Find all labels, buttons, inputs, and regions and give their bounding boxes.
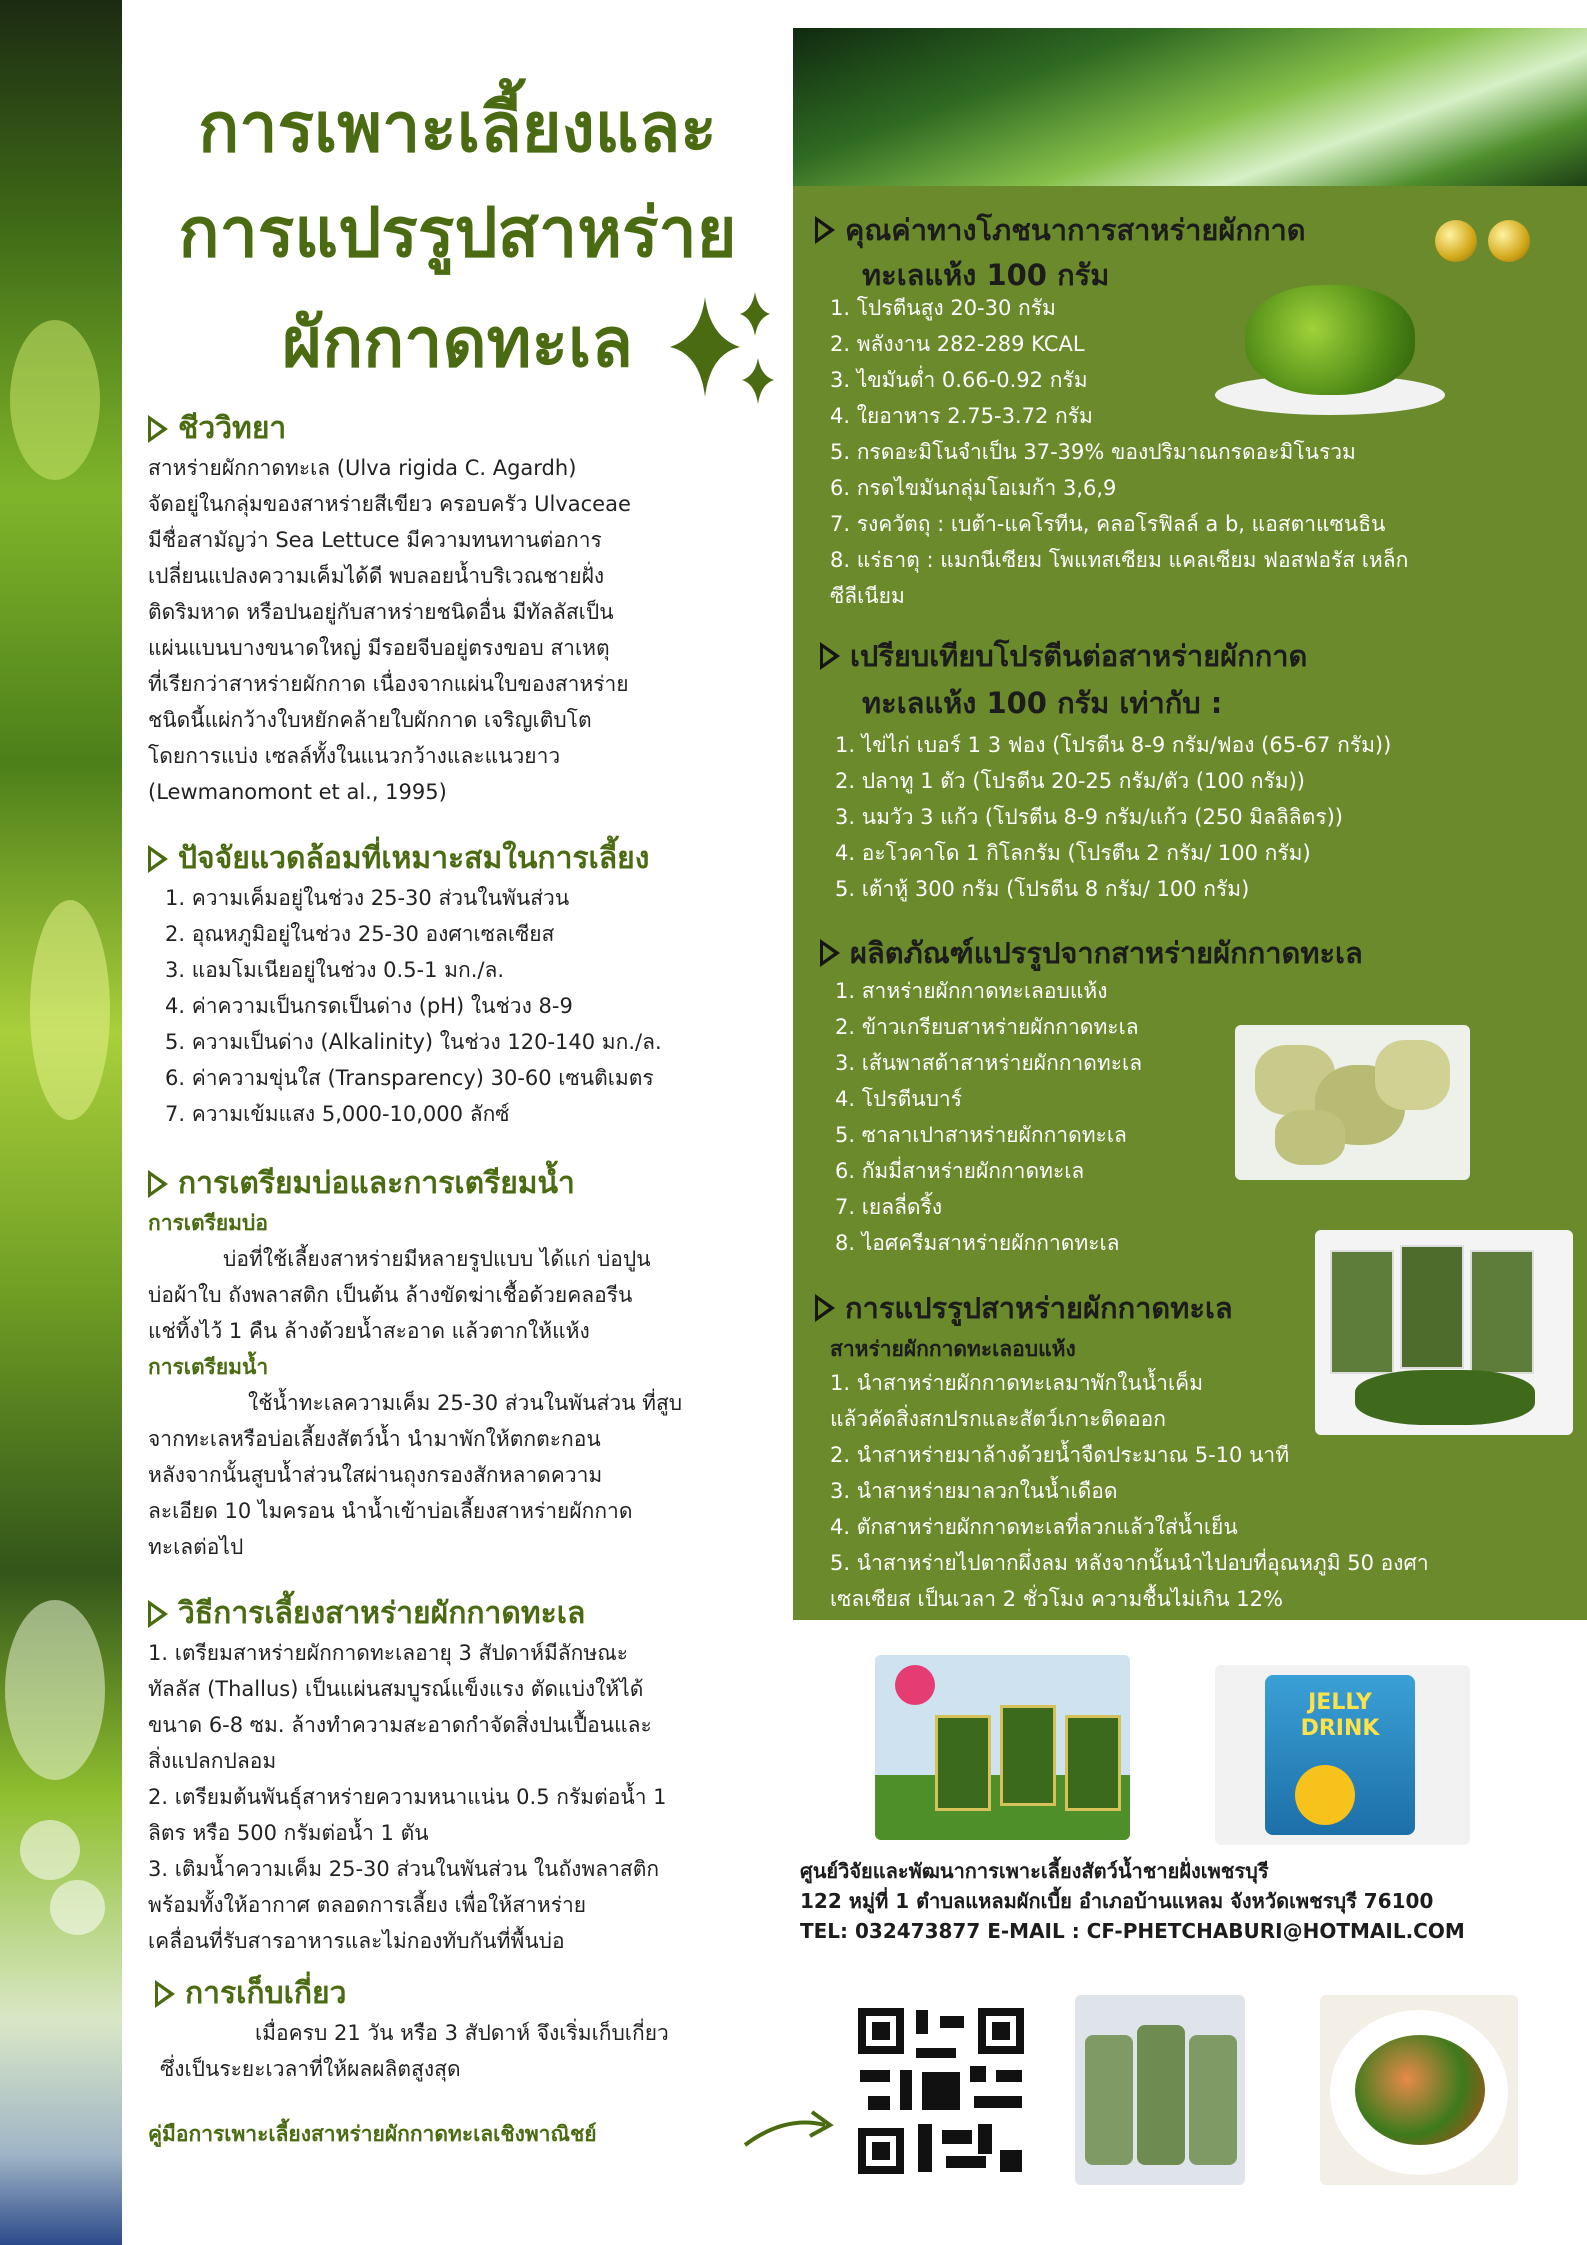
nutrition-list: [830, 290, 1570, 614]
list-item: 6. ค่าความขุ่นใส (Transparency) 30-60 เซนติเมตร: [165, 1066, 654, 1090]
processing-line: 3. นำสาหร่ายมาลวกในน้ำเดือด: [830, 1479, 1118, 1503]
processing-subheading: สาหร่ายผักกาดทะเลอบแห้ง: [830, 1337, 1076, 1361]
list-item: 4. ใยอาหาร 2.75-3.72 กรัม: [830, 404, 1093, 428]
harvest-heading: การเก็บเกี่ยว: [155, 1970, 346, 2017]
list-item: 4. อะโวคาโด 1 กิโลกรัม (โปรตีน 2 กรัม/ 100 กรัม): [835, 841, 1311, 865]
jelly-drink-photo: [1215, 1665, 1470, 1845]
processing-heading: การแปรรูปสาหร่ายผักกาดทะเล: [815, 1285, 1233, 1331]
biology-line: มีชื่อสามัญว่า Sea Lettuce มีความทนทานต่อการ: [148, 528, 602, 552]
list-item: 3. ไขมันต่ำ 0.66-0.92 กรัม: [830, 368, 1088, 392]
play-triangle-icon: [820, 642, 840, 670]
play-triangle-icon: [820, 939, 840, 967]
biology-line: ชนิดนี้แผ่กว้างใบหยักคล้ายใบผักกาด เจริญเติบโต: [148, 708, 592, 732]
water-line: จากทะเลหรือบ่อเลี้ยงสัตว์น้ำ นำมาพักให้ตกตะกอน: [148, 1427, 601, 1451]
water-line: ใช้น้ำทะเลความเค็ม 25-30 ส่วนในพันส่วน ที่สูบ: [248, 1391, 683, 1415]
list-item: 7. เยลลี่ดริ้ง: [835, 1195, 943, 1219]
biology-line: แผ่นแบนบางขนาดใหญ่ มีรอยจีบอยู่ตรงขอบ สาเหตุ: [148, 636, 610, 660]
pond-subheading: การเตรียมบ่อ: [148, 1211, 268, 1235]
list-item: 3. นมวัว 3 แก้ว (โปรตีน 8-9 กรัม/แก้ว (250 มิลลิลิตร)): [835, 805, 1343, 829]
culture-line: ทัลลัส (Thallus) เป็นแผ่นสมบูรณ์แข็งแรง ตัดแบ่งให้ได้: [148, 1677, 644, 1701]
nutrition-heading-line2: ทะเลแห้ง 100 กรัม: [862, 258, 1110, 292]
biology-text: [148, 450, 788, 810]
protein-heading-line2: ทะเลแห้ง 100 กรัม เท่ากับ :: [862, 686, 1223, 720]
play-triangle-icon: [815, 1294, 835, 1322]
biology-heading: ชีววิทยา: [148, 405, 286, 452]
water-line: ทะเลต่อไป: [148, 1535, 244, 1559]
biology-line: สาหร่ายผักกาดทะเล (Ulva rigida C. Agardh): [148, 456, 577, 480]
list-item: 3. แอมโมเนียอยู่ในช่วง 0.5-1 มก./ล.: [165, 958, 505, 982]
processing-line: 2. นำสาหร่ายมาล้างด้วยน้ำจืดประมาณ 5-10 นาที: [830, 1443, 1290, 1467]
sparkle-icon: [670, 292, 780, 410]
culture-line: 2. เตรียมต้นพันธุ์สาหร่ายความหนาแน่น 0.5 กรัมต่อน้ำ 1: [148, 1785, 667, 1809]
arrow-icon: [740, 2100, 840, 2160]
products-heading: ผลิตภัณฑ์แปรรูปจากสาหร่ายผักกาดทะเล: [820, 930, 1363, 976]
coin-decoration: [1435, 220, 1477, 262]
protein-list: [835, 727, 1575, 907]
play-triangle-icon: [148, 1600, 168, 1628]
processing-line: แล้วคัดสิ่งสกปรกและสัตว์เกาะติดออก: [830, 1407, 1166, 1431]
manual-label: คู่มือการเพาะเลี้ยงสาหร่ายผักกาดทะเลเชิงพาณิชย์: [148, 2122, 597, 2146]
play-triangle-icon: [155, 1980, 175, 2008]
harvest-text: [160, 2015, 790, 2087]
culture-line: ลิตร หรือ 500 กรัมต่อน้ำ 1 ตัน: [148, 1821, 429, 1845]
list-item: 1. ไข่ไก่ เบอร์ 1 3 ฟอง (โปรตีน 8-9 กรัม/ฟอง (65-67 กรัม)): [835, 733, 1392, 757]
coin-decoration: [1488, 220, 1530, 262]
list-item: 7. ความเข้มแสง 5,000-10,000 ลักซ์: [165, 1102, 510, 1126]
list-item: 2. ปลาทู 1 ตัว (โปรตีน 20-25 กรัม/ตัว (100 กรัม)): [835, 769, 1305, 793]
culture-text: [148, 1635, 788, 1959]
page-title-line2: การแปรรูปสาหร่าย: [178, 194, 737, 273]
processing-line: 4. ตักสาหร่ายผักกาดทะเลที่ลวกแล้วใส่น้ำเย็น: [830, 1515, 1238, 1539]
list-item: 6. กรดไขมันกลุ่มโอเมก้า 3,6,9: [830, 476, 1117, 500]
pond-line: แช่ทิ้งไว้ 1 คืน ล้างด้วยน้ำสะอาด แล้วตากให้แห้ง: [148, 1319, 590, 1343]
culture-line: ขนาด 6-8 ซม. ล้างทำความสะอาดกำจัดสิ่งปนเปื้อนและ: [148, 1713, 652, 1737]
page-title-line3: ผักกาดทะเล: [282, 304, 633, 383]
biology-line: ติดริมหาด หรือปนอยู่กับสาหร่ายชนิดอื่น มีทัลลัสเป็น: [148, 600, 614, 624]
list-item: 5. เต้าหู้ 300 กรัม (โปรตีน 8 กรัม/ 100 กรัม): [835, 877, 1250, 901]
biology-line: จัดอยู่ในกลุ่มของสาหร่ายสีเขียว ครอบครัว Ulvaceae: [148, 492, 631, 516]
list-item: 8. ไอศครีมสาหร่ายผักกาดทะเล: [835, 1231, 1120, 1255]
culture-line: เคลื่อนที่รับสารอาหารและไม่กองทับกันที่พื้นบ่อ: [148, 1929, 565, 1953]
contact-info: [800, 1856, 1580, 1946]
list-item: 4. ค่าความเป็นกรดเป็นด่าง (pH) ในช่วง 8-9: [165, 994, 573, 1018]
biology-line: (Lewmanomont et al., 1995): [148, 780, 447, 804]
list-item: 2. พลังงาน 282-289 KCAL: [830, 332, 1085, 356]
list-item: 6. กัมมี่สาหร่ายผักกาดทะเล: [835, 1159, 1085, 1183]
pond-line: บ่อที่ใช้เลี้ยงสาหร่ายมีหลายรูปแบบ ได้แก่ บ่อปูน: [223, 1247, 651, 1271]
harvest-line: ซึ่งเป็นระยะเวลาที่ให้ผลผลิตสูงสุด: [160, 2057, 461, 2081]
list-item: ซีลีเนียม: [830, 584, 905, 608]
list-item: 1. สาหร่ายผักกาดทะเลอบแห้ง: [835, 979, 1108, 1003]
contact-tel-email: TEL: 032473877 E-MAIL : CF-PHETCHABURI@HOTMAIL.COM: [800, 1919, 1465, 1943]
preparation-text: [148, 1205, 788, 1565]
processing-line: เซลเซียส เป็นเวลา 2 ชั่วโมง ความชื้นไม่เกิน 12%: [830, 1587, 1283, 1611]
environment-heading: ปัจจัยแวดล้อมที่เหมาะสมในการเลี้ยง: [148, 835, 649, 882]
seaweed-crackers-photo: [1235, 1025, 1470, 1180]
biology-line: โดยการแบ่ง เซลล์ทั้งในแนวกว้างและแนวยาว: [148, 744, 561, 768]
list-item: 8. แร่ธาตุ : แมกนีเซียม โพแทสเซียม แคลเซียม ฟอสฟอรัส เหล็ก: [830, 548, 1409, 572]
processing-line: 1. นำสาหร่ายผักกาดทะเลมาพักในน้ำเค็ม: [830, 1371, 1204, 1395]
seafood-seaweed-salad-photo: [1320, 1995, 1518, 2185]
play-triangle-icon: [148, 845, 168, 873]
list-item: 7. รงควัตถุ : เบต้า-แคโรทีน, คลอโรฟิลล์ a b, แอสตาแซนธิน: [830, 512, 1386, 536]
culture-line: 3. เติมน้ำความเค็ม 25-30 ส่วนในพันส่วน ในถังพลาสติก: [148, 1857, 660, 1881]
water-line: ละเอียด 10 ไมครอน นำน้ำเข้าบ่อเลี้ยงสาหร่ายผักกาด: [148, 1499, 633, 1523]
culture-heading: วิธีการเลี้ยงสาหร่ายผักกาดทะเล: [148, 1590, 585, 1637]
culture-line: พร้อมทั้งให้อากาศ ตลอดการเลี้ยง เพื่อให้สาหร่าย: [148, 1893, 587, 1917]
products-list: [835, 973, 1275, 1261]
list-item: 4. โปรตีนบาร์: [835, 1087, 962, 1111]
list-item: 5. ความเป็นด่าง (Alkalinity) ในช่วง 120-140 มก./ล.: [165, 1030, 662, 1054]
list-item: 5. ซาลาเปาสาหร่ายผักกาดทะเล: [835, 1123, 1127, 1147]
seaweed-tank-photo-strip: [0, 0, 122, 2245]
water-subheading: การเตรียมน้ำ: [148, 1355, 269, 1379]
contact-address: 122 หมู่ที่ 1 ตำบลแหลมผักเบี้ย อำเภอบ้านแหลม จังหวัดเพชรบุรี 76100: [800, 1889, 1434, 1913]
culture-line: สิ่งแปลกปลอม: [148, 1749, 277, 1773]
pond-line: บ่อผ้าใบ ถังพลาสติก เป็นต้น ล้างขัดฆ่าเชื้อด้วยคลอรีน: [148, 1283, 633, 1307]
seaweed-hero-photo: [793, 28, 1587, 186]
water-line: หลังจากนั้นสูบน้ำส่วนใสผ่านถุงกรองสักหลาดความ: [148, 1463, 603, 1487]
culture-line: 1. เตรียมสาหร่ายผักกาดทะเลอายุ 3 สัปดาห์มีลักษณะ: [148, 1641, 628, 1665]
list-item: 3. เส้นพาสต้าสาหร่ายผักกาดทะเล: [835, 1051, 1143, 1075]
play-triangle-icon: [815, 216, 835, 244]
seaweed-jars-photo: [1075, 1995, 1245, 2185]
harvest-line: เมื่อครบ 21 วัน หรือ 3 สัปดาห์ จึงเริ่มเก็บเกี่ยว: [255, 2021, 669, 2045]
jelly-drink-label: JELLY DRINK: [1300, 1690, 1380, 1741]
list-item: 2. ข้าวเกรียบสาหร่ายผักกาดทะเล: [835, 1015, 1139, 1039]
protein-heading: เปรียบเทียบโปรตีนต่อสาหร่ายผักกาด: [820, 633, 1307, 679]
list-item: 2. อุณหภูมิอยู่ในช่วง 25-30 องศาเซลเซียส: [165, 922, 555, 946]
biology-line: เปลี่ยนแปลงความเค็มได้ดี พบลอยน้ำบริเวณชายฝั่ง: [148, 564, 605, 588]
processing-text: [830, 1365, 1575, 1617]
nutrition-heading: คุณค่าทางโภชนาการสาหร่ายผักกาด: [815, 207, 1306, 253]
environment-list: [165, 880, 785, 1132]
qr-code[interactable]: [850, 2000, 1032, 2182]
list-item: 5. กรดอะมิโนจำเป็น 37-39% ของปริมาณกรดอะมิโนรวม: [830, 440, 1356, 464]
biology-line: ที่เรียกว่าสาหร่ายผักกาด เนื่องจากแผ่นใบของสาหร่าย: [148, 672, 629, 696]
play-triangle-icon: [148, 415, 168, 443]
processing-line: 5. นำสาหร่ายไปตากผึ่งลม หลังจากนั้นนำไปอบที่อุณหภูมิ 50 องศา: [830, 1551, 1429, 1575]
seaweed-snack-packs-photo: [875, 1655, 1130, 1840]
list-item: 1. โปรตีนสูง 20-30 กรัม: [830, 296, 1056, 320]
contact-org: ศูนย์วิจัยและพัฒนาการเพาะเลี้ยงสัตว์น้ำชายฝั่งเพชรบุรี: [800, 1859, 1269, 1883]
list-item: 1. ความเค็มอยู่ในช่วง 25-30 ส่วนในพันส่วน: [165, 886, 570, 910]
preparation-heading: การเตรียมบ่อและการเตรียมน้ำ: [148, 1160, 575, 1207]
play-triangle-icon: [148, 1170, 168, 1198]
page-title-line1: การเพาะเลี้ยงและ: [198, 89, 717, 168]
